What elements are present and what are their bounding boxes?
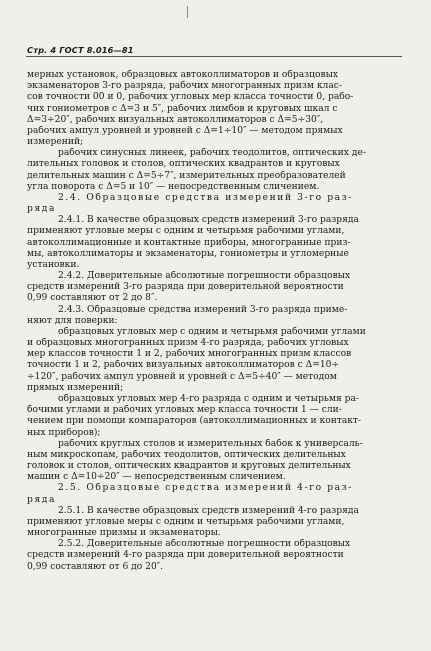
text-line: образцовых угловых мер 4-го разряда с одним и четырьмя ра-: [58, 393, 360, 404]
text-line: применяют угловые меры с одним и четырьмя рабочими углами,: [27, 516, 345, 527]
text-line: лительных головок и столов, оптических квадрантов и круговых: [27, 159, 340, 170]
text-line: делительных машин с Δ=5÷7″, измерительных преобразователей: [27, 170, 346, 181]
text-line: экзаменаторов 3-го разряда, рабочих многогранных призм клас-: [27, 81, 342, 92]
text-line: 2.5.1. В качестве образцовых средств измерений 4-го разряда: [58, 505, 359, 516]
text-line: ряда: [27, 204, 57, 215]
text-line: ÷120″, рабочих ампул уровней и уровней с Δ=5÷40″ — методом: [27, 371, 337, 382]
text-line: измерений;: [27, 137, 84, 148]
text-line: мы, автоколлиматоры и экзаменаторы, гониометры и угломерные: [27, 248, 349, 259]
page-header: Стр. 4 ГОСТ 8.016—81: [27, 45, 134, 55]
text-line: мер классов точности 1 и 2, рабочих многогранных призм классов: [27, 349, 352, 360]
text-line: и образцовых многогранных призм 4-го разряда, рабочих угловых: [27, 338, 349, 349]
text-line: няют для поверки:: [27, 315, 118, 326]
text-line: 2.4.1. В качестве образцовых средств измерений 3-го разряда: [58, 215, 359, 226]
text-line: образцовых угловых мер с одним и четырьмя рабочими углами: [58, 326, 366, 337]
text-line: 0,99 составляют от 2 до 8″.: [27, 293, 158, 304]
body-text: [27, 70, 406, 573]
text-line: Δ=3÷20″, рабочих визуальных автоколлиматоров с Δ=5÷30″,: [27, 114, 324, 125]
text-line: ным микроскопам, рабочих теодолитов, оптических делительных: [27, 449, 346, 460]
text-line: мерных установок, образцовых автоколлиматоров и образцовых: [27, 70, 339, 80]
text-line: угла поворота с Δ=5 и 10″ — непосредственным сличением.: [27, 181, 320, 192]
text-line: сов точности 00 и 0, рабочих угловых мер класса точности 0, рабо-: [27, 92, 354, 103]
text-line: средств измерений 3-го разряда при доверительной вероятности: [27, 282, 344, 293]
text-line: бочими углами и рабочих угловых мер класса точности 1 — сли-: [27, 405, 342, 416]
text-line: средств измерений 4-го разряда при доверительной вероятности: [27, 550, 344, 561]
text-line: 2.5.2. Доверительные абсолютные погрешности образцовых: [58, 539, 351, 550]
text-line: головок и столов, оптических квадрантов и круговых делительных: [27, 461, 351, 472]
text-line: ных приборов);: [27, 427, 101, 438]
header-rule: [26, 56, 402, 57]
text-line: ряда: [27, 494, 57, 505]
text-line: установки.: [27, 259, 80, 270]
text-line: рабочих ампул уровней и уровней с Δ=1÷10″ — методом прямых: [27, 125, 343, 136]
text-line: 2.4.2. Доверительные абсолютные погрешности образцовых: [58, 271, 351, 282]
text-line: применяют угловые меры с одним и четырьмя рабочими углами,: [27, 226, 345, 237]
text-line: машин с Δ=10÷20″ — непосредственным сличением.: [27, 472, 286, 483]
scan-mark: [187, 6, 188, 18]
text-line: точности 1 и 2, рабочих визуальных автоколлиматоров с Δ=10÷: [27, 360, 340, 371]
text-line: чением при помощи компараторов (автоколлимационных и контакт-: [27, 416, 362, 427]
text-line: 2.4. Образцовые средства измерений 3-го раз-: [58, 192, 353, 203]
text-line: 2.5. Образцовые средства измерений 4-го раз-: [58, 483, 353, 494]
text-line: прямых измерений;: [27, 382, 124, 393]
text-line: рабочих синусных линеек, рабочих теодолитов, оптических де-: [58, 148, 366, 159]
text-line: чих гониометров с Δ=3 и 5″, рабочих лимбов и круговых шкал с: [27, 103, 338, 114]
text-line: автоколлимационные и контактные приборы, многогранные приз-: [27, 237, 351, 248]
text-line: 0,99 составляют от 6 до 20″.: [27, 561, 164, 572]
text-line: 2.4.3. Образцовые средства измерений 3-го разряда приме-: [58, 304, 348, 315]
text-line: рабочих круглых столов и измерительных бабок к универсаль-: [58, 438, 363, 449]
text-line: многогранные призмы и экзаменаторы.: [27, 528, 221, 539]
